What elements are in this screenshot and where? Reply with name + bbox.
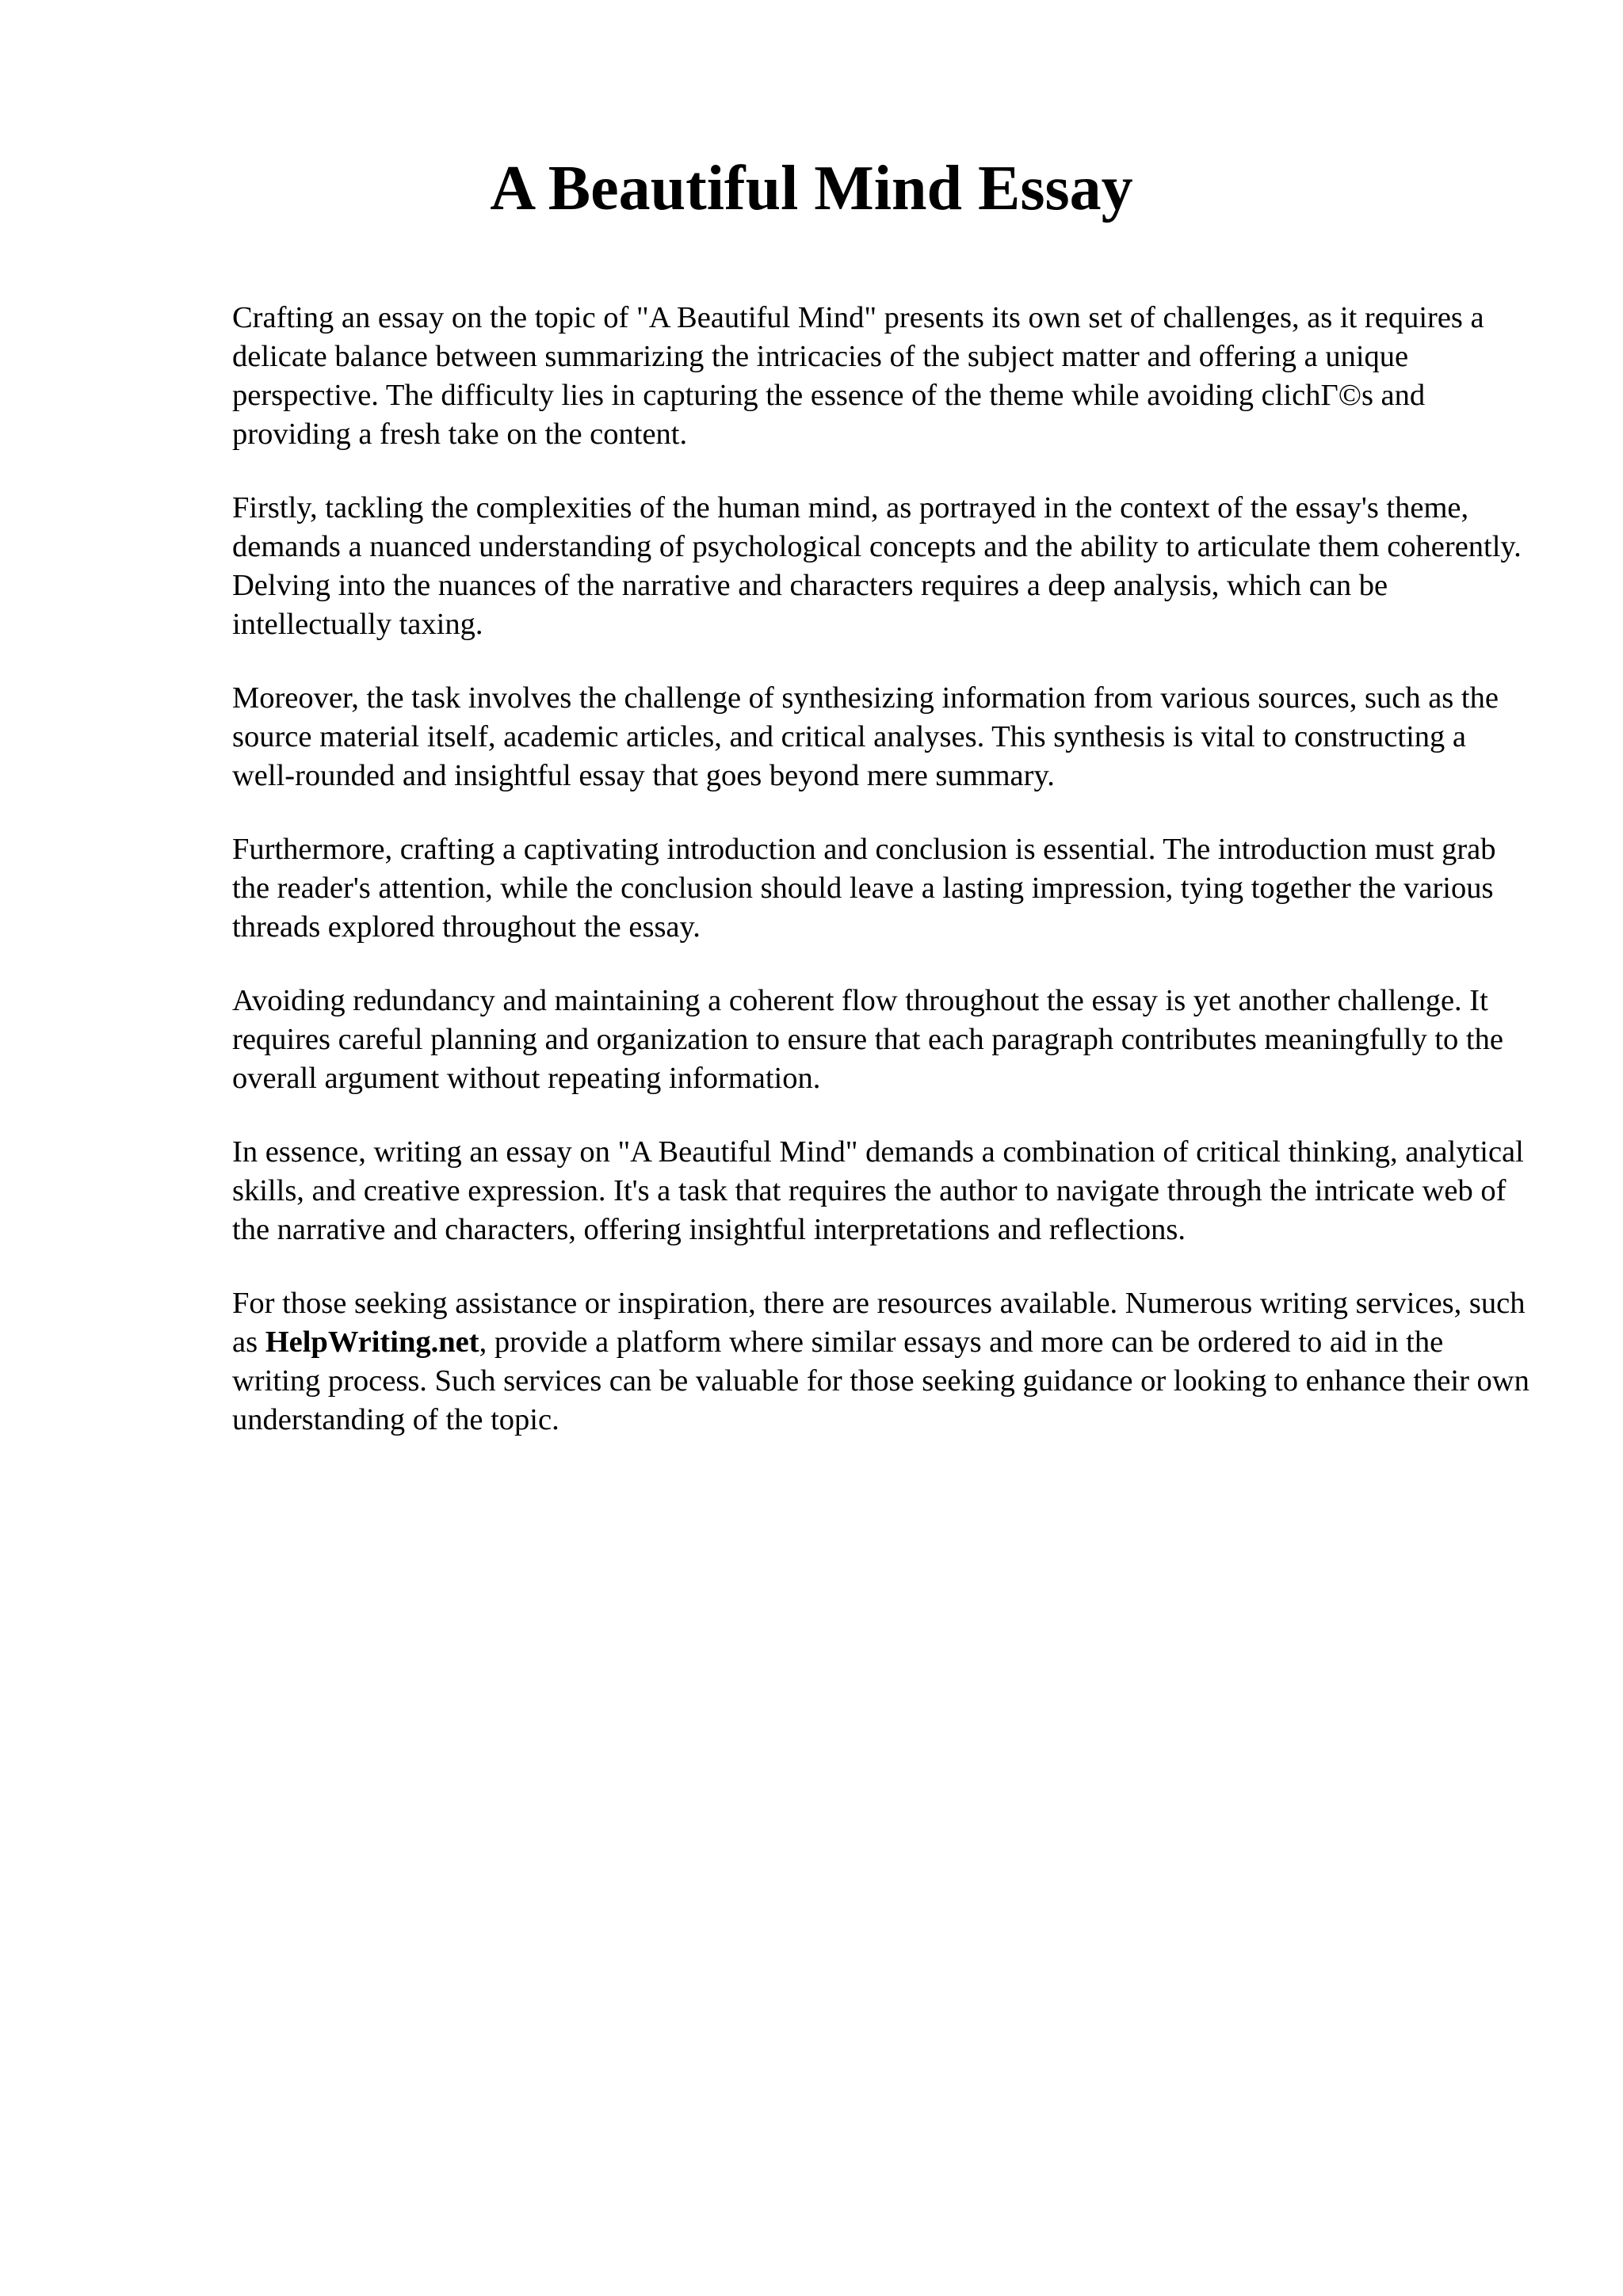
paragraph-6: In essence, writing an essay on "A Beautiful Mind" demands a combination of critical thinking, analytical skills, and creative expression. It's a task that requires the author to navigate through the intricate web of the narrative and characters, offering insightful interpretations and reflections. <box>232 1135 1524 1246</box>
paragraph-3: Moreover, the task involves the challenge of synthesizing information from various sources, such as the source material itself, academic articles, and critical analyses. This synthesis is vital to constructing a well-rounded and insightful essay that goes beyond mere summary. <box>232 681 1499 792</box>
paragraph-7 <box>232 1284 1532 1440</box>
paragraph-7-text-after-link: , provide a platform where similar essays and more can be ordered to aid in the writing process. Such services can be valuable for those seeking guidance or looking to enhance their own understanding of the topic. <box>232 1325 1529 1436</box>
paragraph-7-text-before-link: For those seeking assistance or inspiration, there are resources available. Numerous writing services, such as <box>232 1287 1526 1359</box>
paragraph-4: Furthermore, crafting a captivating introduction and conclusion is essential. The introduction must grab the reader's attention, while the conclusion should leave a lasting impression, tying together the various threads explored throughout the essay. <box>232 833 1496 944</box>
document-title: A Beautiful Mind Essay <box>490 154 1133 223</box>
helpwriting-link[interactable]: HelpWriting.net <box>265 1325 479 1359</box>
paragraph-2: Firstly, tackling the complexities of the human mind, as portrayed in the context of the essay's theme, demands a nuanced understanding of psychological concepts and the ability to articulate them coherently. Delving into the nuances of the narrative and characters requires a deep analysis, which can be intellectually taxing. <box>232 491 1522 641</box>
paragraph-1: Crafting an essay on the topic of "A Beautiful Mind" presents its own set of challenges, as it requires a delicate balance between summarizing the intricacies of the subject matter and offering a unique perspective. The difficulty lies in capturing the essence of the theme while avoiding clichΓ©s and providing a fresh take on the content. <box>232 301 1484 451</box>
paragraph-5: Avoiding redundancy and maintaining a coherent flow throughout the essay is yet another challenge. It requires careful planning and organization to ensure that each paragraph contributes meaningfully to the overall argument without repeating information. <box>232 984 1503 1095</box>
document-body <box>232 299 1532 1474</box>
